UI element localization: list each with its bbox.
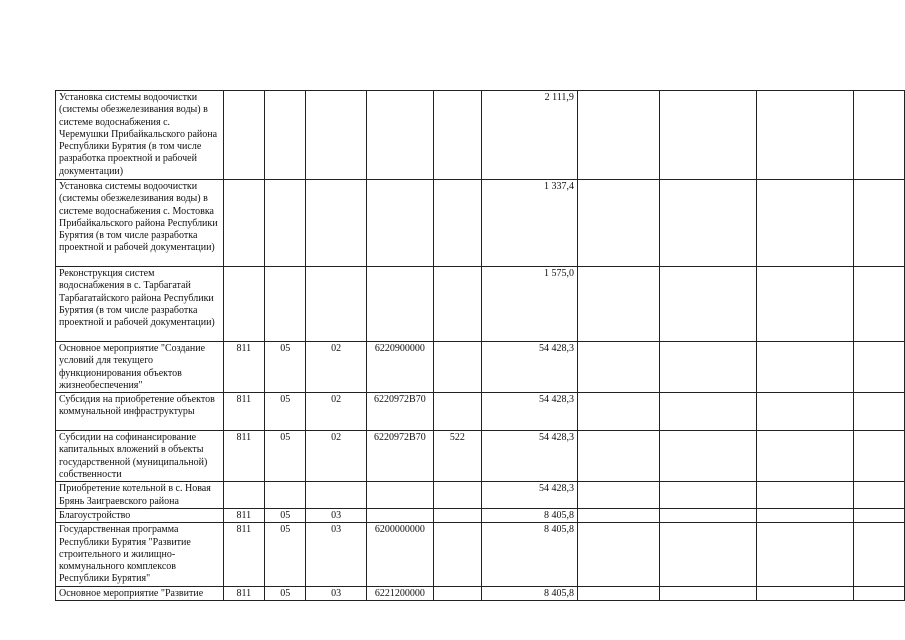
row-amount: 54 428,3 [481, 342, 577, 393]
empty-cell [659, 267, 756, 342]
empty-cell [659, 342, 756, 393]
empty-cell [854, 508, 905, 522]
row-rz [265, 267, 306, 342]
row-rz: 05 [265, 523, 306, 586]
empty-cell [854, 342, 905, 393]
row-pr: 02 [306, 393, 367, 431]
row-amount: 1 337,4 [481, 180, 577, 267]
table-row [56, 91, 905, 180]
row-pr: 02 [306, 342, 367, 393]
row-pr [306, 482, 367, 509]
empty-cell [756, 267, 853, 342]
row-csr [367, 91, 434, 180]
empty-cell [756, 508, 853, 522]
row-rz: 05 [265, 342, 306, 393]
row-amount: 1 575,0 [481, 267, 577, 342]
empty-cell [854, 523, 905, 586]
table-row [56, 523, 905, 586]
empty-cell [756, 342, 853, 393]
row-csr: 6220972В70 [367, 393, 434, 431]
row-grbs [223, 482, 264, 509]
row-vr [433, 586, 481, 600]
empty-cell [659, 180, 756, 267]
row-name: Государственная программа Республики Бурятия "Развитие строительного и жилищно-коммунального комплексов Республики Бурятия" [56, 523, 224, 586]
row-vr [433, 91, 481, 180]
row-vr: 522 [433, 431, 481, 482]
row-amount: 54 428,3 [481, 431, 577, 482]
row-pr [306, 180, 367, 267]
empty-cell [854, 267, 905, 342]
row-pr: 02 [306, 431, 367, 482]
empty-cell [577, 91, 659, 180]
row-csr: 6220900000 [367, 342, 434, 393]
row-amount: 54 428,3 [481, 393, 577, 431]
row-amount: 2 111,9 [481, 91, 577, 180]
row-amount: 8 405,8 [481, 508, 577, 522]
empty-cell [659, 508, 756, 522]
empty-cell [577, 523, 659, 586]
empty-cell [756, 393, 853, 431]
empty-cell [577, 267, 659, 342]
row-rz: 05 [265, 586, 306, 600]
row-rz: 05 [265, 508, 306, 522]
budget-table [55, 90, 905, 601]
row-rz [265, 482, 306, 509]
empty-cell [756, 91, 853, 180]
table-row [56, 482, 905, 509]
row-name: Установка системы водоочистки (системы обезжелезивания воды) в системе водоснабжения с. Мостовка Прибайкальского района Республики Бурятия (в том числе разработка проектной и рабочей документации) [56, 180, 224, 267]
row-rz [265, 91, 306, 180]
table-row [56, 586, 905, 600]
row-csr [367, 508, 434, 522]
empty-cell [577, 431, 659, 482]
row-vr [433, 508, 481, 522]
row-name: Основное мероприятие "Развитие [56, 586, 224, 600]
empty-cell [854, 431, 905, 482]
row-rz: 05 [265, 431, 306, 482]
empty-cell [756, 431, 853, 482]
empty-cell [854, 91, 905, 180]
row-grbs: 811 [223, 508, 264, 522]
row-pr [306, 91, 367, 180]
row-grbs: 811 [223, 523, 264, 586]
row-pr: 03 [306, 523, 367, 586]
row-vr [433, 523, 481, 586]
row-rz: 05 [265, 393, 306, 431]
row-vr [433, 393, 481, 431]
empty-cell [659, 91, 756, 180]
row-csr: 6220972В70 [367, 431, 434, 482]
row-grbs [223, 180, 264, 267]
row-pr: 03 [306, 508, 367, 522]
table-row [56, 393, 905, 431]
empty-cell [756, 482, 853, 509]
row-grbs [223, 267, 264, 342]
empty-cell [577, 482, 659, 509]
row-vr [433, 342, 481, 393]
table-row [56, 267, 905, 342]
row-rz [265, 180, 306, 267]
empty-cell [854, 393, 905, 431]
empty-cell [854, 180, 905, 267]
row-csr [367, 267, 434, 342]
row-grbs: 811 [223, 342, 264, 393]
row-amount: 54 428,3 [481, 482, 577, 509]
row-grbs: 811 [223, 431, 264, 482]
empty-cell [577, 508, 659, 522]
table-row [56, 431, 905, 482]
row-csr: 6200000000 [367, 523, 434, 586]
row-vr [433, 267, 481, 342]
row-csr: 6221200000 [367, 586, 434, 600]
row-pr: 03 [306, 586, 367, 600]
empty-cell [756, 523, 853, 586]
empty-cell [659, 393, 756, 431]
table-row [56, 342, 905, 393]
row-name: Реконструкция систем водоснабжения в с. Тарбагатай Тарбагатайского района Республики Бурятия (в том числе разработка проектной и рабочей документации) [56, 267, 224, 342]
row-amount: 8 405,8 [481, 523, 577, 586]
empty-cell [577, 342, 659, 393]
empty-cell [577, 180, 659, 267]
empty-cell [659, 586, 756, 600]
empty-cell [756, 180, 853, 267]
table-row [56, 508, 905, 522]
row-pr [306, 267, 367, 342]
empty-cell [756, 586, 853, 600]
empty-cell [659, 482, 756, 509]
empty-cell [854, 482, 905, 509]
row-name: Приобретение котельной в с. Новая Брянь Заиграевского района [56, 482, 224, 509]
row-csr [367, 482, 434, 509]
empty-cell [659, 431, 756, 482]
row-amount: 8 405,8 [481, 586, 577, 600]
empty-cell [854, 586, 905, 600]
row-grbs [223, 91, 264, 180]
row-name: Субсидии на софинансирование капитальных вложений в объекты государственной (муниципальной) собственности [56, 431, 224, 482]
row-name: Благоустройство [56, 508, 224, 522]
row-csr [367, 180, 434, 267]
empty-cell [659, 523, 756, 586]
row-name: Установка системы водоочистки (системы обезжелезивания воды) в системе водоснабжения с. Черемушки Прибайкальского района Республики Бурятия (в том числе разработка проектной и рабочей документации) [56, 91, 224, 180]
row-name: Субсидия на приобретение объектов коммунальной инфраструктуры [56, 393, 224, 431]
row-grbs: 811 [223, 393, 264, 431]
empty-cell [577, 393, 659, 431]
row-vr [433, 180, 481, 267]
row-vr [433, 482, 481, 509]
table-row [56, 180, 905, 267]
row-grbs: 811 [223, 586, 264, 600]
row-name: Основное мероприятие "Создание условий для текущего функционирования объектов жизнеобеспечения" [56, 342, 224, 393]
empty-cell [577, 586, 659, 600]
